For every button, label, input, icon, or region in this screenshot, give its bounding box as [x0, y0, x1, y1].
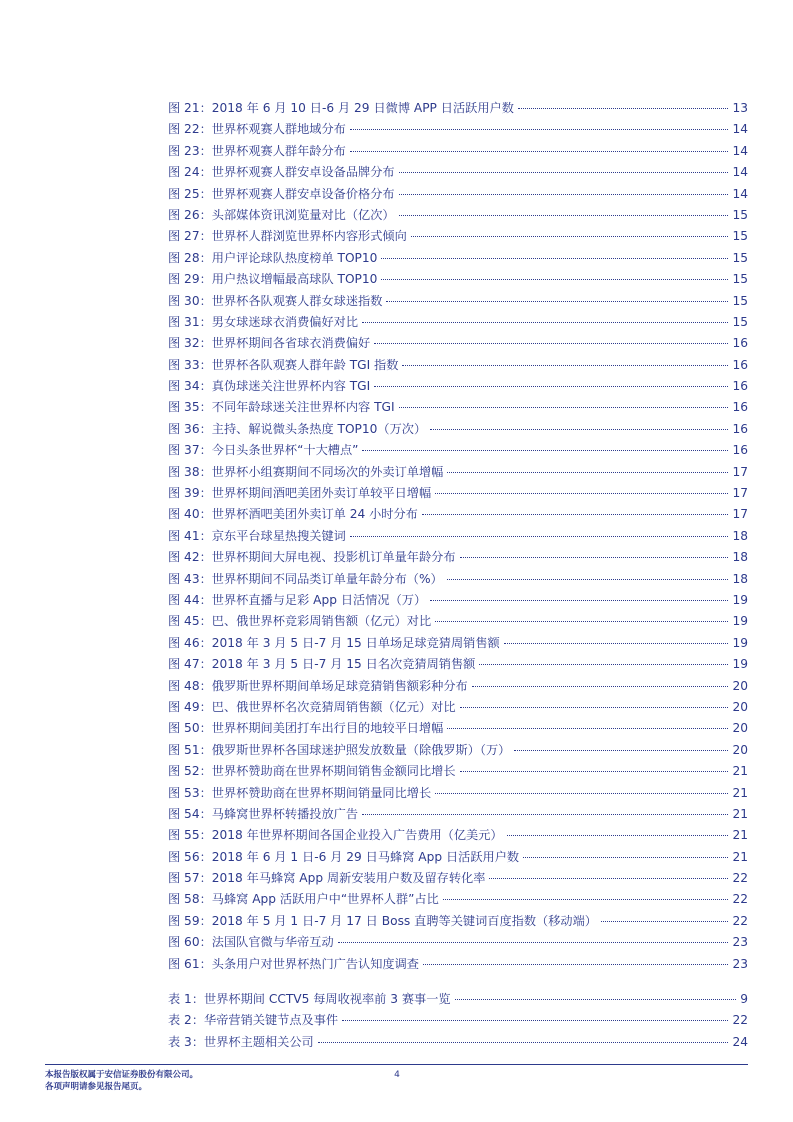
toc-figure-entry[interactable] — [168, 569, 748, 590]
toc-figure-entry-page[interactable]: 21 — [732, 806, 748, 821]
toc-table-entry-label[interactable]: 表 2：华帝营销关键节点及事件 — [168, 1013, 339, 1028]
dot-leader — [472, 686, 729, 687]
toc-figure-entry[interactable] — [168, 440, 748, 461]
toc-figure-entry-page[interactable]: 16 — [732, 357, 748, 372]
dot-leader — [514, 750, 728, 751]
toc-figure-entry-page[interactable]: 20 — [732, 742, 748, 757]
toc-figure-entry-page[interactable]: 21 — [732, 764, 748, 779]
dot-leader — [411, 236, 729, 237]
toc-figure-entry-label[interactable]: 图 55：2018 年世界杯期间各国企业投入广告费用（亿美元） — [168, 828, 503, 843]
toc-table-entry-page[interactable]: 22 — [732, 1013, 748, 1028]
toc-figure-entry[interactable] — [168, 162, 748, 183]
toc-figure-entry-label[interactable]: 图 27：世界杯人群浏览世界杯内容形式倾向 — [168, 229, 407, 244]
dot-leader — [338, 942, 729, 943]
toc-figure-entry[interactable] — [168, 761, 748, 782]
dot-leader — [460, 707, 729, 708]
toc-figure-entry[interactable] — [168, 911, 748, 932]
toc-figure-entry[interactable] — [168, 718, 748, 739]
dot-leader — [350, 151, 729, 152]
dot-leader — [350, 536, 729, 537]
toc-figure-entry[interactable] — [168, 98, 748, 119]
footer-copyright: 本报告版权属于安信证券股份有限公司。 — [45, 1070, 199, 1080]
toc-figure-entry-label[interactable]: 图 32：世界杯期间各省球衣消费偏好 — [168, 336, 371, 351]
toc-figure-entry-page[interactable]: 21 — [732, 785, 748, 800]
footer-disclaimer: 各项声明请参见报告尾页。 — [45, 1082, 148, 1092]
toc-figure-entry-page[interactable]: 21 — [732, 828, 748, 843]
toc-figure-entry-label[interactable]: 图 48：俄罗斯世界杯期间单场足球竞猜销售额彩种分布 — [168, 678, 468, 693]
toc-figure-entry-label[interactable]: 图 50：世界杯期间美团打车出行目的地较平日增幅 — [168, 721, 444, 736]
toc-figure-entry-label[interactable]: 图 60：法国队官微与华帝互动 — [168, 935, 334, 950]
toc-figure-entry[interactable] — [168, 248, 748, 269]
toc-figure-entry-label[interactable]: 图 40：世界杯酒吧美团外卖订单 24 小时分布 — [168, 507, 418, 522]
toc-table-entry[interactable] — [168, 989, 748, 1010]
toc-figure-entry-label[interactable]: 图 36：主持、解说微头条热度 TOP10（万次） — [168, 421, 427, 436]
toc-figure-entry[interactable] — [168, 462, 748, 483]
toc-figure-entry-page[interactable]: 22 — [732, 892, 748, 907]
toc-figure-entry[interactable] — [168, 697, 748, 718]
toc-figure-entry-page[interactable]: 16 — [732, 421, 748, 436]
dot-leader — [523, 857, 728, 858]
toc-figure-entry-label[interactable]: 图 39：世界杯期间酒吧美团外卖订单较平日增幅 — [168, 486, 432, 501]
toc-figure-entry-label[interactable]: 图 24：世界杯观赛人群安卓设备品牌分布 — [168, 165, 395, 180]
toc-figure-entry[interactable] — [168, 654, 748, 675]
toc-figure-entry-label[interactable]: 图 29：用户热议增幅最高球队 TOP10 — [168, 272, 378, 287]
toc-figure-entry-label[interactable]: 图 30：世界杯各队观赛人群女球迷指数 — [168, 293, 383, 308]
dot-leader — [430, 429, 728, 430]
toc-figure-entry-label[interactable]: 图 47：2018 年 3 月 5 日-7 月 15 日名次竞猜周销售额 — [168, 657, 476, 672]
dot-leader — [460, 557, 729, 558]
toc-figure-entry-label[interactable]: 图 38：世界杯小组赛期间不同场次的外卖订单增幅 — [168, 464, 444, 479]
toc-figure-entry-page[interactable]: 20 — [732, 721, 748, 736]
toc-figure-entry-label[interactable]: 图 51：俄罗斯世界杯各国球迷护照发放数量（除俄罗斯）（万） — [168, 742, 511, 757]
toc-figure-entry-label[interactable]: 图 49：巴、俄世界杯名次竞猜周销售额（亿元）对比 — [168, 699, 456, 714]
dot-leader — [489, 878, 728, 879]
toc-figure-entry-label[interactable]: 图 25：世界杯观赛人群安卓设备价格分布 — [168, 186, 395, 201]
dot-leader — [402, 365, 728, 366]
toc-figure-entry-page[interactable]: 15 — [732, 293, 748, 308]
toc-figure-entry[interactable] — [168, 783, 748, 804]
toc-figure-entry-page[interactable]: 19 — [732, 592, 748, 607]
toc-figure-entry[interactable] — [168, 184, 748, 205]
toc-figure-entry-label[interactable]: 图 41：京东平台球星热搜关键词 — [168, 528, 346, 543]
dot-leader — [350, 129, 729, 130]
toc-figure-entry-page[interactable]: 15 — [732, 272, 748, 287]
dot-leader — [504, 643, 729, 644]
dot-leader — [518, 108, 729, 109]
toc-figure-entry[interactable] — [168, 291, 748, 312]
toc-figure-entry-label[interactable]: 图 57：2018 年马蜂窝 App 周新安装用户数及留存转化率 — [168, 871, 486, 886]
toc-figure-entry-page[interactable]: 15 — [732, 229, 748, 244]
toc-figure-entry-page[interactable]: 16 — [732, 400, 748, 415]
toc-figure-entry[interactable] — [168, 889, 748, 910]
toc-figure-entry-page[interactable]: 19 — [732, 614, 748, 629]
dot-leader — [423, 964, 729, 965]
page-number: 4 — [394, 1070, 400, 1080]
toc-figure-entry[interactable] — [168, 483, 748, 504]
dot-leader — [507, 835, 729, 836]
toc-figure-entry-label[interactable]: 图 54：马蜂窝世界杯转播投放广告 — [168, 806, 359, 821]
toc-figure-entry-label[interactable]: 图 26：头部媒体资讯浏览量对比（亿次） — [168, 207, 395, 222]
toc-figure-entry[interactable] — [168, 633, 748, 654]
dot-leader — [399, 407, 729, 408]
dot-leader — [447, 579, 729, 580]
toc-figure-entry[interactable] — [168, 333, 748, 354]
toc-figure-entry-label[interactable]: 图 43：世界杯期间不同品类订单量年龄分布（%） — [168, 571, 443, 586]
toc-table-entry-page[interactable]: 9 — [740, 992, 748, 1006]
toc-figure-entry-page[interactable]: 14 — [732, 143, 748, 158]
dot-leader — [399, 194, 729, 195]
toc-figure-entry-page[interactable]: 19 — [732, 657, 748, 672]
dot-leader — [447, 728, 728, 729]
toc-figure-entry[interactable] — [168, 119, 748, 140]
toc-table-entry-label[interactable]: 表 1：世界杯期间 CCTV5 每周收视率前 3 赛事一览 — [168, 992, 451, 1006]
toc-figure-entry[interactable] — [168, 932, 748, 953]
dot-leader — [381, 279, 728, 280]
dot-leader — [362, 450, 728, 451]
toc-figure-entry-page[interactable]: 19 — [732, 635, 748, 650]
toc-figure-entry-page[interactable]: 17 — [732, 464, 748, 479]
toc-figure-entry-page[interactable]: 17 — [732, 507, 748, 522]
toc-figure-entry-page[interactable]: 14 — [732, 122, 748, 137]
toc-figure-entry[interactable] — [168, 954, 748, 975]
dot-leader — [479, 664, 728, 665]
footer-divider — [45, 1064, 748, 1065]
toc-figure-entry-page[interactable]: 16 — [732, 443, 748, 458]
toc-figure-entry-label[interactable]: 图 44：世界杯直播与足彩 App 日活情况（万） — [168, 592, 427, 607]
dot-leader — [460, 771, 729, 772]
toc-figure-entry-page[interactable]: 14 — [732, 165, 748, 180]
toc-figure-entry-page[interactable]: 18 — [732, 528, 748, 543]
toc-figure-entry-page[interactable]: 22 — [732, 913, 748, 928]
toc-figure-entry[interactable] — [168, 676, 748, 697]
toc-figure-entry-label[interactable]: 图 58：马蜂窝 App 活跃用户中“世界杯人群”占比 — [168, 892, 439, 907]
dot-leader — [455, 999, 737, 1000]
toc-figure-entry-page[interactable]: 16 — [732, 379, 748, 394]
toc-figure-entry[interactable] — [168, 868, 748, 889]
toc-figure-entry-label[interactable]: 图 53：世界杯赞助商在世界杯期间销量同比增长 — [168, 785, 432, 800]
toc-figure-entry[interactable] — [168, 355, 748, 376]
dot-leader — [435, 793, 728, 794]
dot-leader — [430, 600, 728, 601]
dot-leader — [342, 1020, 728, 1021]
toc-table-entry-page[interactable]: 24 — [732, 1034, 748, 1049]
toc-figure-entry[interactable] — [168, 419, 748, 440]
toc-figure-entry[interactable] — [168, 740, 748, 761]
dot-leader — [435, 621, 728, 622]
toc-figure-entry-page[interactable]: 22 — [732, 871, 748, 886]
toc-figure-entry[interactable] — [168, 376, 748, 397]
toc-figure-entry-label[interactable]: 图 34：真伪球迷关注世界杯内容 TGI — [168, 379, 371, 394]
toc-figure-entry-label[interactable]: 图 59：2018 年 5 月 1 日-7 月 17 日 Boss 直聘等关键词百度指数（移动端） — [168, 913, 597, 928]
toc-figure-entry[interactable] — [168, 269, 748, 290]
toc-figure-entry-label[interactable]: 图 33：世界杯各队观赛人群年龄 TGI 指数 — [168, 357, 399, 372]
toc-figure-entry-label[interactable]: 图 61：头条用户对世界杯热门广告认知度调查 — [168, 956, 419, 971]
toc-figure-entry-page[interactable]: 15 — [732, 250, 748, 265]
toc-figure-entry-page[interactable]: 20 — [732, 678, 748, 693]
dot-leader — [374, 343, 728, 344]
dot-leader — [318, 1042, 729, 1043]
toc-figure-entry-label[interactable]: 图 42：世界杯期间大屏电视、投影机订单量年龄分布 — [168, 550, 456, 565]
dot-leader — [422, 514, 729, 515]
toc-figure-entry-label[interactable]: 图 56：2018 年 6 月 1 日-6 月 29 日马蜂窝 App 日活跃用户数 — [168, 849, 520, 864]
table-list — [168, 989, 748, 1053]
dot-leader — [435, 493, 728, 494]
toc-figure-entry-page[interactable]: 18 — [732, 550, 748, 565]
dot-leader — [447, 472, 728, 473]
toc-figure-entry[interactable] — [168, 504, 748, 525]
toc-figure-entry[interactable] — [168, 397, 748, 418]
toc-figure-entry-label[interactable]: 图 52：世界杯赞助商在世界杯期间销售金额同比增长 — [168, 764, 456, 779]
toc-figure-entry[interactable] — [168, 804, 748, 825]
toc-table-entry-label[interactable]: 表 3：世界杯主题相关公司 — [168, 1034, 314, 1049]
dot-leader — [362, 814, 728, 815]
toc-figure-entry[interactable] — [168, 825, 748, 846]
toc-figure-entry[interactable] — [168, 205, 748, 226]
toc-figure-entry[interactable] — [168, 226, 748, 247]
toc-figure-entry-page[interactable]: 18 — [732, 571, 748, 586]
toc-figure-entry[interactable] — [168, 847, 748, 868]
toc-figure-entry-label[interactable]: 图 45：巴、俄世界杯竞彩周销售额（亿元）对比 — [168, 614, 432, 629]
dot-leader — [362, 322, 728, 323]
dot-leader — [399, 172, 729, 173]
toc-figure-entry-label[interactable]: 图 35：不同年龄球迷关注世界杯内容 TGI — [168, 400, 395, 415]
dot-leader — [399, 215, 729, 216]
toc-figure-entry-label[interactable]: 图 22：世界杯观赛人群地域分布 — [168, 122, 346, 137]
toc-figure-entry[interactable] — [168, 547, 748, 568]
toc-figure-entry-page[interactable]: 23 — [732, 956, 748, 971]
toc-figure-entry-label[interactable]: 图 21：2018 年 6 月 10 日-6 月 29 日微博 APP 日活跃用户数 — [168, 101, 514, 115]
dot-leader — [386, 301, 728, 302]
footer-note — [45, 1069, 198, 1093]
toc-figure-entry[interactable] — [168, 590, 748, 611]
toc-figure-entry[interactable] — [168, 611, 748, 632]
toc-figure-entry[interactable] — [168, 312, 748, 333]
toc-figure-entry-page[interactable]: 21 — [732, 849, 748, 864]
toc-figure-entry-label[interactable]: 图 46：2018 年 3 月 5 日-7 月 15 日单场足球竞猜周销售额 — [168, 635, 500, 650]
toc-figure-entry-label[interactable]: 图 28：用户评论球队热度榜单 TOP10 — [168, 250, 378, 265]
toc-figure-entry[interactable] — [168, 526, 748, 547]
toc-figure-entry-page[interactable]: 13 — [732, 101, 748, 115]
toc-figure-entry[interactable] — [168, 141, 748, 162]
toc-figure-entry-page[interactable]: 16 — [732, 336, 748, 351]
dot-leader — [374, 386, 728, 387]
dot-leader — [601, 921, 729, 922]
toc-figure-entry-page[interactable]: 14 — [732, 186, 748, 201]
toc-figure-entry-page[interactable]: 23 — [732, 935, 748, 950]
toc-figure-entry-page[interactable]: 17 — [732, 486, 748, 501]
figure-list — [168, 98, 748, 975]
toc-figure-entry-label[interactable]: 图 37：今日头条世界杯“十大槽点” — [168, 443, 359, 458]
dot-leader — [443, 899, 729, 900]
toc-figure-entry-label[interactable]: 图 23：世界杯观赛人群年龄分布 — [168, 143, 346, 158]
dot-leader — [381, 258, 728, 259]
toc-table-entry[interactable] — [168, 1010, 748, 1031]
toc-table-entry[interactable] — [168, 1032, 748, 1053]
toc-figure-entry-page[interactable]: 15 — [732, 314, 748, 329]
toc-figure-entry-label[interactable]: 图 31：男女球迷球衣消费偏好对比 — [168, 314, 359, 329]
toc-figure-entry-page[interactable]: 20 — [732, 699, 748, 714]
toc-figure-entry-page[interactable]: 15 — [732, 207, 748, 222]
